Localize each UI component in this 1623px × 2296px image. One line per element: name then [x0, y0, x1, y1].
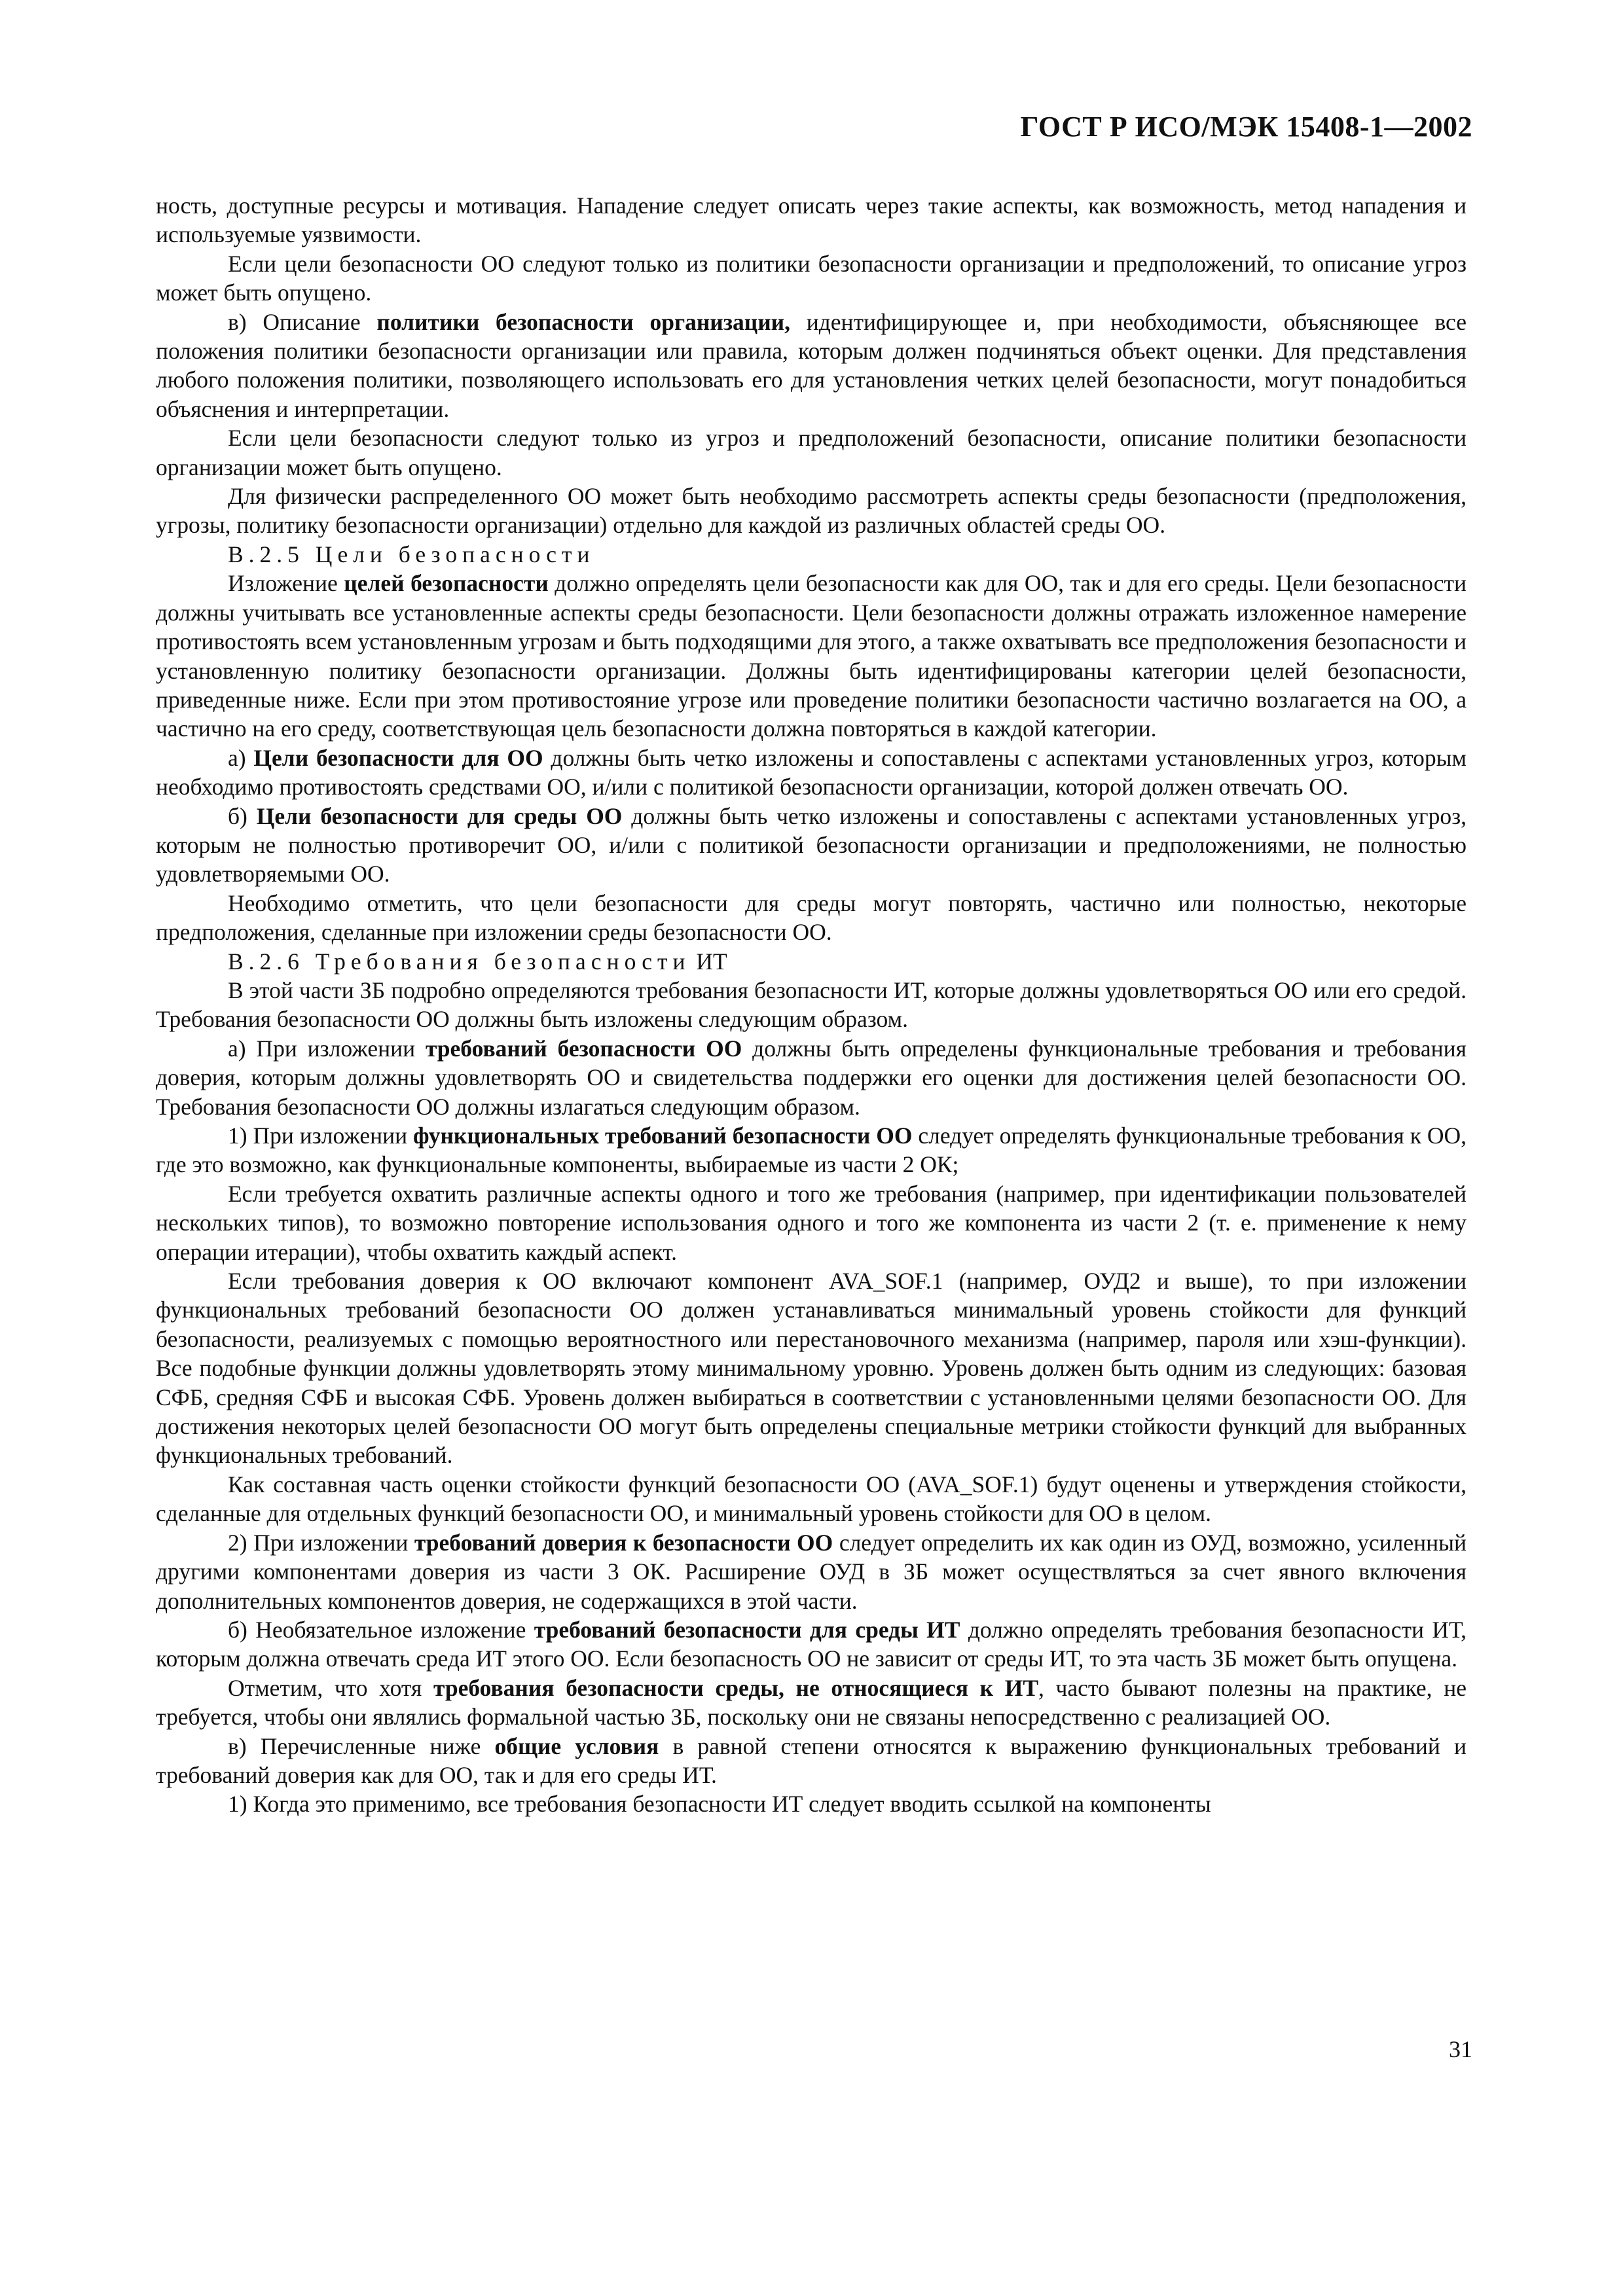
list-item-2: 2) При изложении требований доверия к безопасности ОО следует определить их как один из ОУД, возможно, усиленный другими компонентами доверия из части 3 ОК. Расширение ОУД в ЗБ может осуществляться за счет явного включения дополнительных компонентов доверия, не содержащихся в этой части. — [156, 1529, 1467, 1614]
paragraph: Изложение целей безопасности должно определять цели безопасности как для ОО, так и для его среды. Цели безопасности должны учитывать все установленные аспекты среды безопасности. Цели безопасности должны отражать изложенное намерение противостоять всем установленным угрозам и быть подходящими для этого, а также охватывать все предположения безопасности и установленную политику безопасности организации. Должны быть идентифицированы категории целей безопасности, приведенные ниже. Если при этом противостояние угрозе или проведение политики безопасности частично возлагается на ОО, а частично на его среду, соответствующая цель безопасности должна повторяться в каждой категории. — [156, 570, 1467, 742]
bold-term: целей безопасности — [344, 570, 549, 597]
bold-term: функциональных требований безопасности ОО — [413, 1122, 913, 1149]
list-item-1: 1) Когда это применимо, все требования безопасности ИТ следует вводить ссылкой на компоненты — [228, 1791, 1211, 1818]
paragraph: Если цели безопасности ОО следуют только из политики безопасности организации и предположений, то описание угроз может быть опущено. — [156, 250, 1467, 306]
paragraph: Если требуется охватить различные аспекты одного и того же требования (например, при идентификации пользователей нескольких типов), то возможно повторение использования одного и того же компонента из части 2 (т. е. применение к нему операции итерации), чтобы охватить каждый аспект. — [156, 1180, 1467, 1265]
bold-term: общие условия — [494, 1732, 659, 1759]
bold-term: требований безопасности ОО — [425, 1035, 742, 1062]
paragraph: Для физически распределенного ОО может быть необходимо рассмотреть аспекты среды безопасности (предположения, угрозы, политику безопасности организации) отдельно для каждой из различных областей среды ОО. — [156, 483, 1467, 539]
bold-term: политики безопасности организации, — [376, 308, 790, 335]
list-item-a: а) При изложении требований безопасности ОО должны быть определены функциональные требования и требования доверия, которым должны удовлетворять ОО и свидетельства поддержки его оценки для достижения целей безопасности ОО. Требования безопасности ОО должны излагаться следующим образом. — [156, 1035, 1467, 1120]
paragraph: Если цели безопасности следуют только из угроз и предположений безопасности, описание политики безопасности организации может быть опущено. — [156, 425, 1467, 480]
bold-term: Цели безопасности для среды ОО — [256, 802, 623, 829]
page-number: 31 — [1449, 2036, 1472, 2062]
paragraph: В этой части ЗБ подробно определяются требования безопасности ИТ, которые должны удовлетворяться ОО или его средой. Требования безопасности ОО должны быть изложены следующим образом. — [156, 977, 1467, 1033]
list-item-a: а) Цели безопасности для ОО должны быть четко изложены и сопоставлены с аспектами установленных угроз, которым необходимо противостоять средствами ОО, и/или с политикой безопасности организации, которой должен отвечать ОО. — [156, 744, 1467, 800]
list-item-v: в) Описание политики безопасности организации, идентифицирующее и, при необходимости, объясняющее все положения политики безопасности организации или правила, которым должен подчиняться объект оценки. Для представления любого положения политики, позволяющего использовать его для установления четких целей безопасности, могут понадобиться объяснения и интерпретации. — [156, 308, 1467, 422]
paragraph: Отметим, что хотя требования безопасности среды, не относящиеся к ИТ, часто бывают полезны на практике, не требуется, чтобы они являлись формальной частью ЗБ, поскольку они не связаны непосредственно с реализацией ОО. — [156, 1674, 1467, 1731]
paragraph: ность, доступные ресурсы и мотивация. Нападение следует описать через такие аспекты, как возможность, метод нападения и используемые уязвимости. — [156, 192, 1467, 248]
paragraph: Необходимо отметить, что цели безопасности для среды могут повторять, частично или полностью, некоторые предположения, сделанные при изложении среды безопасности ОО. — [156, 889, 1467, 946]
bold-term: требования безопасности среды, не относящиеся к ИТ — [433, 1674, 1038, 1701]
paragraph: Как составная часть оценки стойкости функций безопасности ОО (AVA_SOF.1) будут оценены и утверждения стойкости, сделанные для отдельных функций безопасности ОО, и минимальный уровень стойкости для ОО в целом. — [156, 1471, 1467, 1527]
list-item-v: в) Перечисленные ниже общие условия в равной степени относятся к выражению функциональных требований и требований доверия как для ОО, так и для его среды ИТ. — [156, 1732, 1467, 1788]
list-item-b: б) Цели безопасности для среды ОО должны быть четко изложены и сопоставлены с аспектами установленных угроз, которым не полностью противоречит ОО, и/или с политикой безопасности организации и предположениями, не полностью удовлетворяемыми ОО. — [156, 802, 1467, 888]
list-item-b: б) Необязательное изложение требований безопасности для среды ИТ должно определять требования безопасности ИТ, которым должна отвечать среда ИТ этого ОО. Если безопасность ОО не зависит от среды ИТ, то эта часть ЗБ может быть опущена. — [156, 1616, 1467, 1672]
bold-term: требований доверия к безопасности ОО — [414, 1529, 833, 1556]
document-header: ГОСТ Р ИСО/МЭК 15408-1—2002 — [1020, 111, 1472, 143]
list-item-1: 1) При изложении функциональных требований безопасности ОО следует определять функциональные требования к ОО, где это возможно, как функциональные компоненты, выбираемые из части 2 ОК; — [156, 1122, 1467, 1178]
bold-term: Цели безопасности для ОО — [253, 744, 543, 771]
section-heading-b25: В.2.5 Цели безопасности — [228, 541, 595, 567]
section-heading-b26: В.2.6 Требования безопасности ИТ — [228, 948, 727, 975]
document-body — [156, 191, 1467, 1819]
paragraph: Если требования доверия к ОО включают компонент AVA_SOF.1 (например, ОУД2 и выше), то при изложении функциональных требований безопасности ОО должен устанавливаться минимальный уровень стойкости для функций безопасности, реализуемых с помощью вероятностного или перестановочного механизма (например, пароля или хэш-функции). Все подобные функции должны удовлетворять этому минимальному уровню. Уровень должен быть одним из следующих: базовая СФБ, средняя СФБ и высокая СФБ. Уровень должен выбираться в соответствии с установленными целями безопасности ОО. Для достижения некоторых целей безопасности ОО могут быть определены специальные метрики стойкости функций для выбранных функциональных требований. — [156, 1268, 1467, 1469]
bold-term: требований безопасности для среды ИТ — [534, 1616, 960, 1643]
